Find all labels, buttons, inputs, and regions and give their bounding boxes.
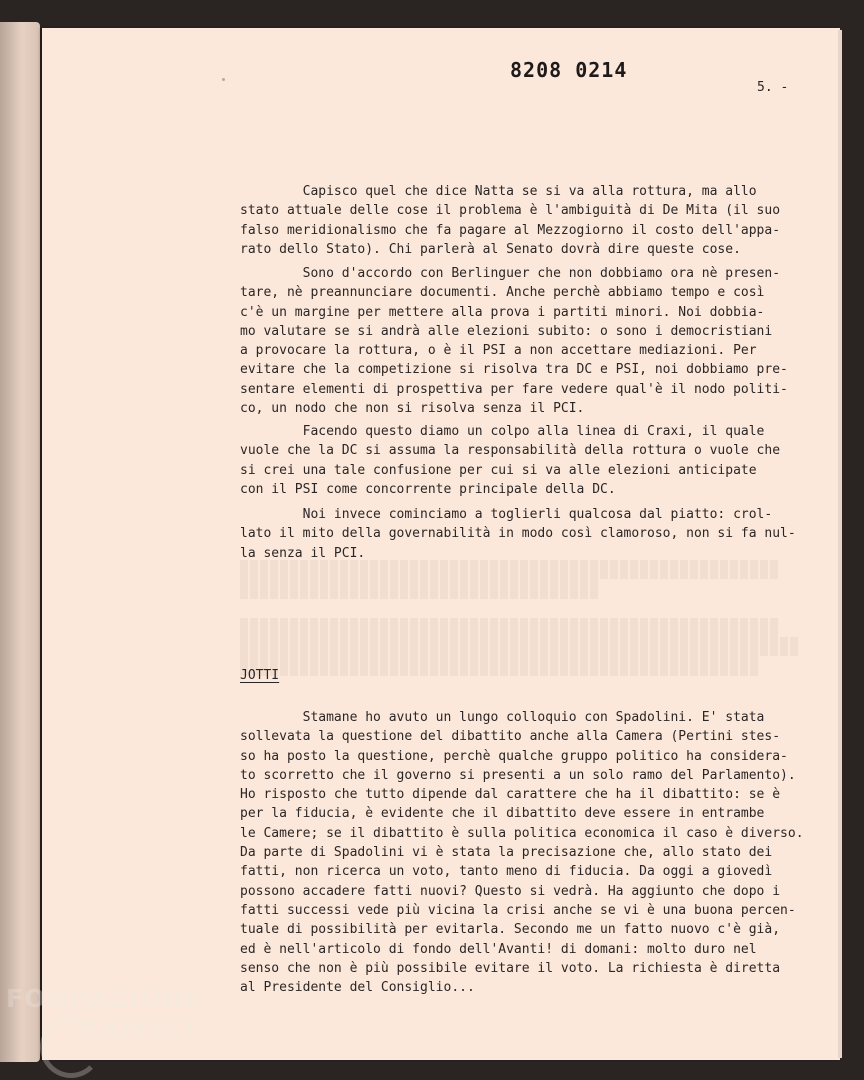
paragraph: Facendo questo diamo un colpo alla linea di Craxi, il quale vuole che la DC si assuma la responsabilità della rottura o vuole che si crei una tale confusione per cui si va alle elezioni anticipate con il PSI come concorrente principale della DC.: [240, 424, 781, 497]
bleedthrough-text: [240, 560, 800, 676]
archive-stamp: 8208 0214: [510, 58, 628, 82]
page-edge: [838, 30, 842, 1058]
paragraph: Capisco quel che dice Natta se si va alla rottura, ma allo stato attuale delle cose il problema è l'ambiguità di De Mita (il suo falso meridionalismo che fa pagare al Mezzogiorno il costo dell'appa- rato dello Stato). Chi parlerà al Senato dovrà dire queste cose.: [240, 184, 781, 257]
paragraph: Stamane ho avuto un lungo colloquio con Spadolini. E' stata sollevata la questione del dibattito anche alla Camera (Pertini stes- so ha posto la questione, perchè qualche gruppo politico ha considera- to scorretto che il governo si presenti a un solo ramo del Parlamento). Ho risposto che tutto dipende dal carattere che ha il dibattito: se è per la fiducia, è evidente che il dibattito deve essere in entrambe le Camere; se il dibattito è sulla politica economica il caso è diverso. Da parte di Spadolini vi è stata la precisazione che, allo stato dei fatti, non ricerca un voto, tanto meno di fiducia. Da oggi a giovedì possono accadere fatti nuovi? Questo si vedrà. Ha aggiunto che dopo i fatti successi vede più vicina la crisi anche se vi è una buona percen- tuale di possibilità per evitarla. Secondo me un fatto nuovo c'è già, ed è nell'articolo di fondo dell'Avanti! di domani: molto duro nel senso che non è più possibile evitare il voto. La richiesta è diretta al Presidente del Consiglio...: [240, 710, 804, 996]
watermark-text-line2: RAMSCI: [80, 1014, 196, 1043]
archive-watermark-logo: [4, 984, 224, 1074]
page-number: 5. -: [757, 80, 789, 95]
speaker-heading: JOTTI: [240, 668, 280, 683]
paper-speck: [222, 78, 225, 81]
paragraph: Noi invece cominciamo a toglierli qualcosa dal piatto: crol- lato il mito della governabilità in modo così clamoroso, non si fa nul- la senza il PCI.: [240, 507, 796, 561]
watermark-text-line1: FONDAZIONE: [6, 984, 203, 1013]
previous-page-edge: [0, 22, 40, 1062]
paragraph: Sono d'accordo con Berlinguer che non dobbiamo ora nè presen- tare, nè preannunciare documenti. Anche perchè abbiamo tempo e così c'è un margine per mettere alla prova i partiti minori. Noi dobbia- mo valutare se si andrà alle elezioni subito: o sono i democristiani a provocare la rottura, o è il PSI a non accettare mediazioni. Per evitare che la competizione si risolva tra DC e PSI, noi dobbiamo pre- sentare elementi di prospettiva per fare vedere qual'è il nodo politi- co, un nodo che non si risolva senza il PCI.: [240, 266, 788, 417]
